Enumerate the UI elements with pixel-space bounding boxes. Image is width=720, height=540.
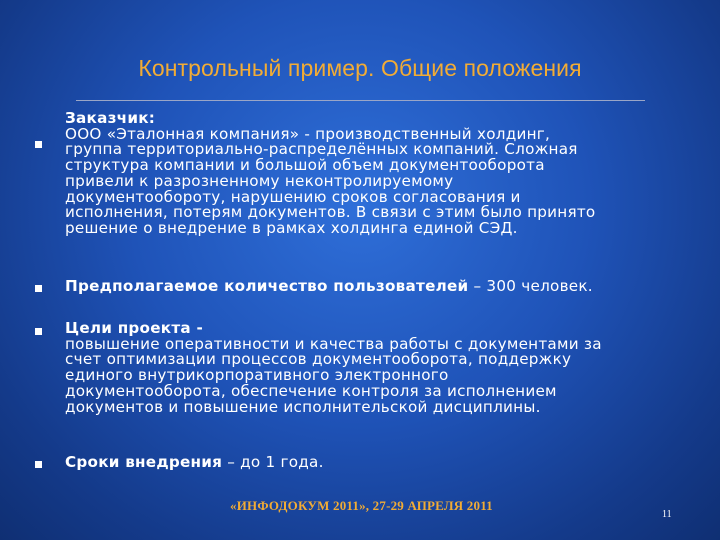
goals-line: документооборота, обеспечение контроля за исполнением — [65, 381, 557, 400]
deadline-item — [65, 455, 705, 471]
deadline-value: – до 1 года. — [222, 453, 324, 471]
bullet-icon — [35, 141, 42, 148]
customer-line: привели к разрозненному неконтролируемому — [65, 171, 454, 190]
page-number: 11 — [662, 509, 672, 520]
customer-line: группа территориально-распределённых компаний. Сложная — [65, 140, 578, 159]
customer-line: решение о внедрение в рамках холдинга единой СЭД. — [65, 218, 518, 237]
goals-item — [65, 321, 705, 415]
bullet-icon — [35, 328, 42, 335]
goals-line: повышение оперативности и качества работы с документами за — [65, 334, 602, 353]
customer-line: ООО «Эталонная компания» - производственный холдинг, — [65, 124, 551, 143]
bullet-icon — [35, 461, 42, 468]
title-divider — [76, 100, 645, 101]
footer-event: «ИНФОДОКУМ 2011», 27-29 АПРЕЛЯ 2011 — [230, 498, 493, 513]
customer-line: исполнения, потерям документов. В связи с этим было принято — [65, 203, 596, 222]
users-value: – 300 человек. — [468, 277, 593, 295]
goals-line: документов и повышение исполнительской дисциплины. — [65, 397, 541, 416]
bullet-icon — [35, 285, 42, 292]
customer-line: документообороту, нарушению сроков согласования и — [65, 187, 521, 206]
goals-line: единого внутрикорпоративного электронного — [65, 366, 449, 385]
customer-line: структура компании и большой объем документооборота — [65, 156, 545, 175]
customer-heading: Заказчик: — [65, 109, 156, 127]
goals-heading: Цели проекта - — [65, 319, 203, 337]
users-item — [65, 279, 705, 295]
slide-title: Контрольный пример. Общие положения — [138, 55, 582, 81]
customer-item — [65, 111, 705, 237]
users-heading: Предполагаемое количество пользователей — [65, 277, 469, 295]
deadline-heading: Сроки внедрения — [65, 453, 223, 471]
goals-line: счет оптимизации процессов документооборота, поддержку — [65, 350, 572, 369]
